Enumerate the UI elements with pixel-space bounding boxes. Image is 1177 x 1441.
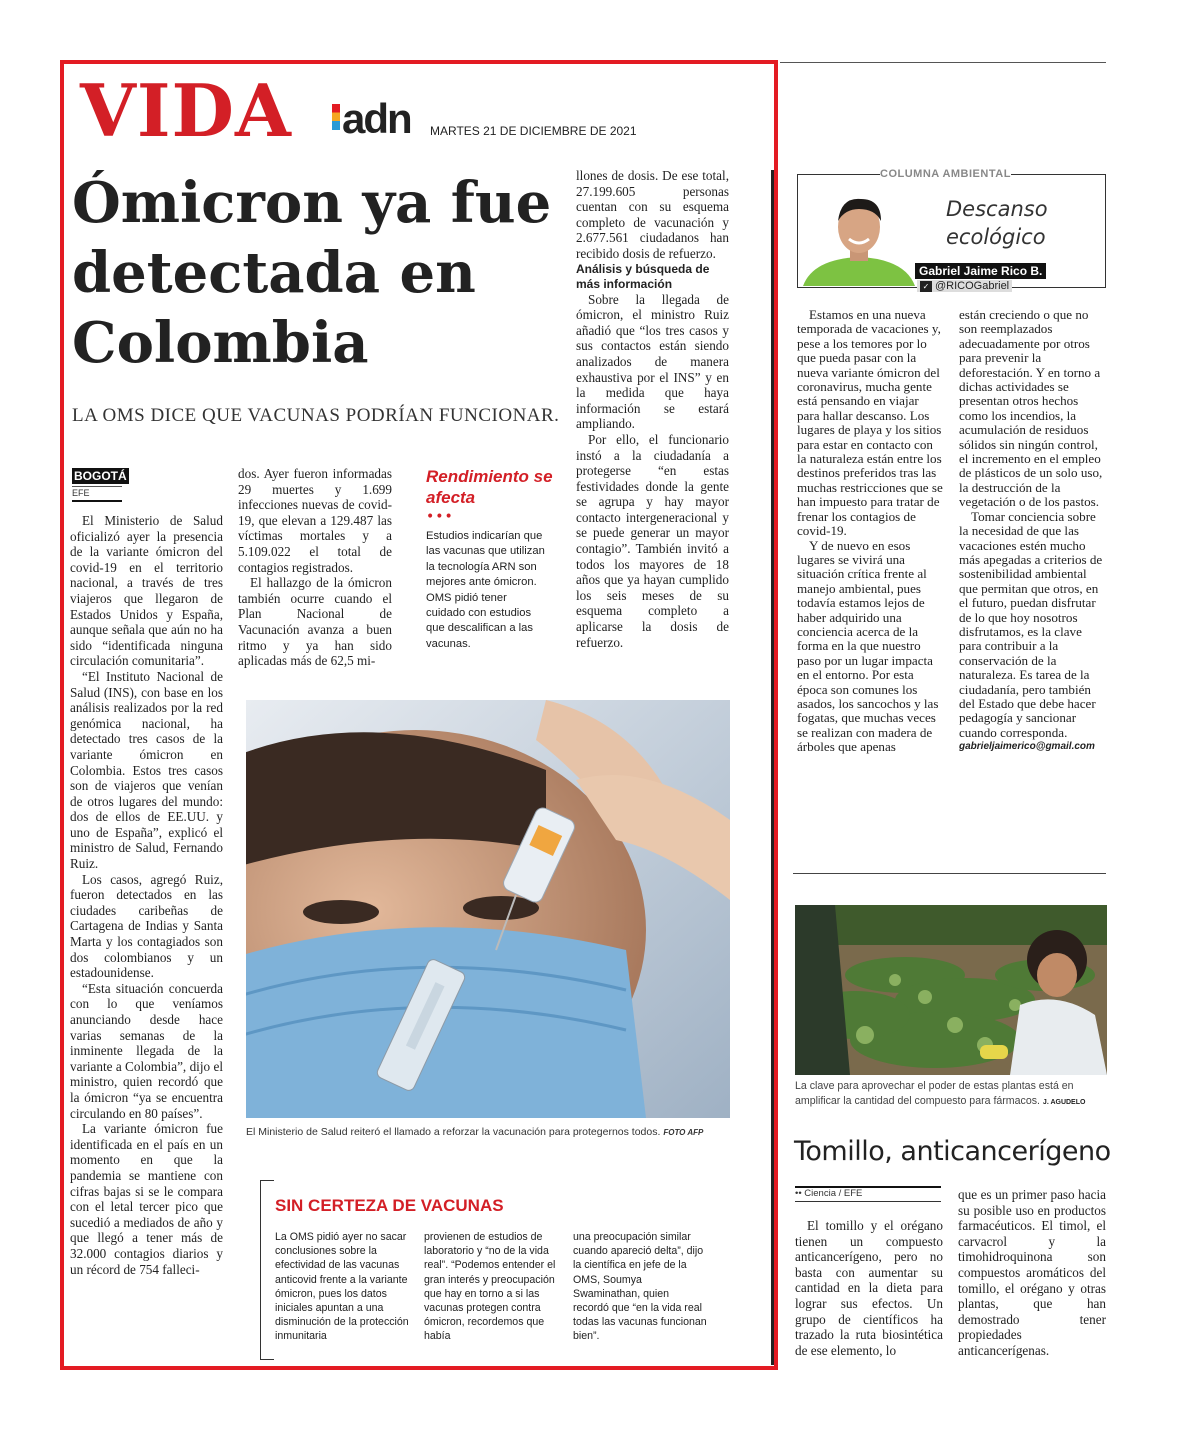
dateline-city: BOGOTÁ: [74, 469, 127, 483]
photo-credit: J. AGUDELO: [1042, 1099, 1086, 1106]
sidebar-dots: •••: [426, 509, 454, 525]
paragraph: que es un primer paso hacia su posible uso en productos farmacéuticos. El timol, el carvacrol y la timohidroquinona son compuestos aromáticos del tomillo, el orégano y otras plantas, que han demostrado tener propiedades anticancerígenas.: [958, 1187, 1106, 1358]
sidebar-title: Rendimiento se afecta: [426, 467, 553, 507]
article-subhead: LA OMS DICE QUE VACUNAS PODRÍAN FUNCIONAR.: [72, 405, 560, 426]
paragraph: Estamos en una nueva temporada de vacaciones y, pese a los temores por lo que pueda pasar con la nueva variante ómicron del coronavirus, mucha gente está pensando en viajar para hallar descanso. Los lugares de playa y los sitios para estar en contacto con la naturaleza están entre los destinos preferidos tras las muchas restricciones que se han impuesto para tratar de frenar los contagios de covid-19.: [797, 307, 943, 539]
paragraph: El tomillo y el orégano tienen un compuesto anticancerígeno, pero no basta con aumentar su cantidad en la dieta para lograr sus efectos. Un grupo de científicos ha trazado la ruta biosintética de ese elemento, lo: [795, 1218, 943, 1358]
brief-column-1: [795, 1218, 943, 1358]
paragraph: dos. Ayer fueron informadas 29 muertes y 1.699 infecciones nuevas de covid-19, que elevan a 129.487 las víctimas mortales y a 5.109.022 el total de contagios registrados.: [238, 466, 392, 575]
portrait-illustration: [803, 191, 915, 286]
box-title: SIN CERTEZA DE VACUNAS: [275, 1196, 504, 1215]
paragraph: están creciendo o que no son reemplazados adecuadamente por otros para prevenir la deforestación. Y en torno a dichas actividades se presentan otros hechos como los incendios, la acumulación de residuos sólidos sin ningún control, el incremento en el empleo de plásticos de un solo uso, la destrucción de la vegetación o de los pastos.: [959, 307, 1103, 510]
caption-text: El Ministerio de Salud reiteró el llamado a reforzar la vacunación para protegernos todos.: [246, 1126, 661, 1138]
author-email: gabrieljaimerico@gmail.com: [959, 741, 1095, 753]
article-column-4: [576, 168, 729, 650]
photo-credit: FOTO AFP: [663, 1128, 704, 1137]
paragraph: El Ministerio de Salud oficializó ayer la presencia de la variante ómicron del covid-19 en el territorio nacional, a través de tres viajeros que llegaron de Estados Unidos y España, aunque señala que aún no ha sido “identificada ninguna circulación comunitaria”.: [70, 513, 223, 669]
brief-tag: •• Ciencia / EFE: [795, 1188, 941, 1202]
box-column-1: La OMS pidió ayer no sacar conclusiones sobre la efectividad de las vacunas anticovid frente a la variante ómicron, pues los datos iniciales apuntan a una disminución de la protección inmunitaria: [275, 1231, 409, 1343]
author-portrait: [803, 191, 915, 286]
paragraph: Por ello, el funcionario instó a la ciudadanía a protegerse “en estas festividades donde la gente se agrupa y hay mayor contacto intergeneracional y se puede generar un mayor contagio”. También invitó a todos los mayores de 18 años que ya hayan cumplido los seis meses de su esquema completo a aplicarse la dosis de refuerzo.: [576, 431, 729, 650]
photo-caption: [246, 1126, 746, 1138]
column-title: Descanso ecológico: [946, 197, 1048, 249]
paragraph: La variante ómicron fue identificada en el país en un momento en que la pandemia se mantiene con cifras bajas si se le compara con el letal tercer pico que sucedió a mediados de año y que llegó a tener más de 32.000 contagios diarios y un récord de 754 falleci-: [70, 1121, 223, 1277]
sidebar-text: Estudios indicarían que las vacunas que utilizan la tecnología ARN son mejores ante ómicron. OMS pidió tener cuidado con estudios que descalifican a las vacunas.: [426, 530, 545, 650]
dateline: [72, 465, 127, 502]
plants-photo: [795, 905, 1107, 1075]
article-headline: Ómicron ya fue detectada en Colombia: [72, 170, 552, 376]
caption-text: La clave para aprovechar el poder de estas plantas está en amplificar la cantidad del compuesto para fármacos.: [795, 1080, 1074, 1107]
column-label: COLUMNA AMBIENTAL: [880, 168, 1011, 180]
column-author: Gabriel Jaime Rico B.: [915, 263, 1046, 279]
article-column-2: [238, 466, 392, 669]
bracket-right: [1105, 175, 1106, 287]
column-text-1: [797, 308, 944, 755]
section-title: VIDA: [80, 68, 292, 153]
brief-headline: Tomillo, anticancerígeno: [794, 1136, 1111, 1167]
box-column-3: una preocupación similar cuando apareció delta”, dijo la científica en jefe de la OMS, Soumya Swaminathan, quien recordó que “en la vida real todas las vacunas funcionan bien”.: [573, 1231, 707, 1343]
logo-text: adn: [342, 95, 411, 142]
plants-illustration: [795, 905, 1107, 1075]
article-crosshead: Análisis y búsqueda de más información: [576, 261, 710, 291]
column-divider: [771, 170, 774, 1365]
paragraph: llones de dosis. De ese total, 27.199.605 personas cuentan con su esquema completo de vacunación y 2.677.561 ciudadanos han recibido dosis de refuerzo.: [576, 168, 729, 261]
vaccine-illustration: [246, 700, 730, 1118]
bracket-left: [797, 175, 798, 287]
article-column-1: [70, 513, 223, 1277]
handle-text: @RICOGabriel: [935, 280, 1010, 292]
paragraph: Los casos, agregó Ruiz, fueron detectados en las ciudades caribeñas de Cartagena de Indias y Santa Marta y los contagiados son dos colombianos y un estadounidense.: [70, 871, 223, 981]
plants-caption: [795, 1079, 1110, 1110]
section-rule: [793, 873, 1106, 874]
dateline-agency: EFE: [72, 486, 122, 502]
twitter-icon: ✓: [920, 281, 932, 292]
box-column-2: provienen de estudios de laboratorio y “no de la vida real”. “Podemos entender el gran interés y preocupación que hay en torno a si las vacunas protegen contra ómicron, recordemos que había: [424, 1231, 556, 1343]
author-handle: [917, 280, 1012, 292]
column-text-2: [959, 308, 1106, 755]
logo-mark-icon: [332, 104, 340, 130]
paragraph: “El Instituto Nacional de Salud (INS), con base en los análisis realizados por la red genómica nacional, ha detectado tres casos de la variante ómicron en Colombia. Estos tres casos son de viajeros que venían de otros lugares del mundo: dos de ellos de EE.UU. y uno de España”, explicó el ministro de Salud, Fernando Ruiz.: [70, 668, 223, 872]
paragraph: Sobre la llegada de ómicron, el ministro Ruiz añadió que “los tres casos y sus contactos están siendo analizados de manera exhaustiva por el INS” y en la medida que haya información se estará ampliando.: [576, 291, 729, 432]
adn-logo: [332, 96, 411, 142]
paragraph: Tomar conciencia sobre la necesidad de que las vacaciones estén mucho más apegadas a criterios de sostenibilidad ambiental que permitan que otros, en el futuro, puedan disfrutar de lo que hoy nosotros disfrutamos, es la clave para contribuir a la conservación de la naturaleza. Es tarea de la ciudadanía, pero también del Estado que debe hacer pedagogía y sancionar cuando corresponda.: [959, 508, 1103, 740]
issue-date: MARTES 21 DE DICIEMBRE DE 2021: [430, 124, 637, 138]
paragraph: “Esta situación concuerda con lo que veníamos anunciando desde hace varias semanas de la inminente llegada de la variante a Colombia”, dijo el ministro, quien recordó que la ómicron “ya se encuentra circulando en 80 países”.: [70, 980, 223, 1121]
paragraph: Y de nuevo en esos lugares se vivirá una situación crítica frente al manejo ambiental, pues todavía estamos lejos de haber adquirido una conciencia acerca de la forma en la que nuestro paso por un lugar impacta en el entorno. Por esta época son comunes los asados, los sancochos y las fogatas, que muchas veces se realizan con madera de árboles que apenas: [797, 537, 939, 755]
box-frame: [260, 1180, 274, 1360]
top-rule: [780, 62, 1106, 63]
paragraph: El hallazgo de la ómicron también ocurre cuando el Plan Nacional de Vacunación avanza a buen ritmo y ya han sido aplicadas más de 62,5 mi-: [238, 575, 392, 669]
vaccine-photo: [246, 700, 730, 1118]
brief-column-2: [958, 1187, 1106, 1359]
